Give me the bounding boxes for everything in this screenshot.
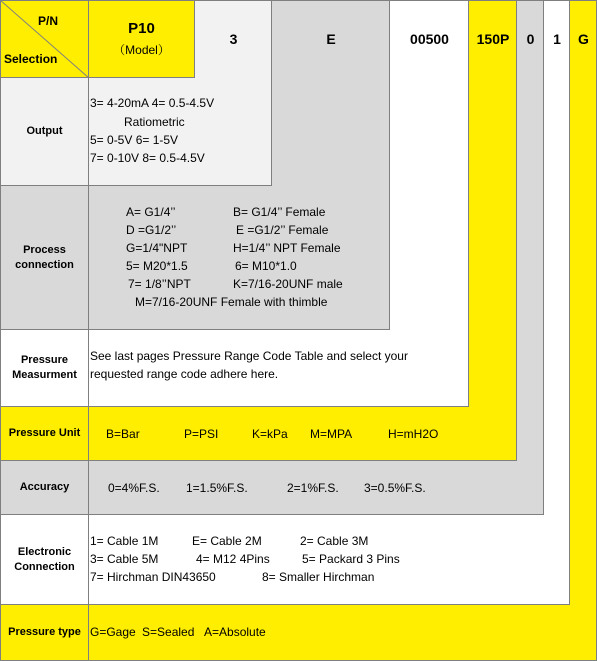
unit-option-psi: P=PSI [184,427,219,441]
pn-label: P/N [38,14,59,28]
type-option-gage: G=Gage [90,625,136,639]
accuracy-option-1: 1=1.5%F.S. [186,481,248,495]
pressure-label-cell [0,329,89,407]
unit-label: Pressure Unit [8,427,81,439]
process-left-3: G=1/4"NPT [126,241,188,255]
process-left-1: A= G1/4’’ [126,205,176,219]
accuracy-option-0: 0=4%F.S. [108,481,160,495]
electronic-r3-b: 8= Smaller Hirchman [262,570,375,584]
code-unit: 150P [476,31,510,47]
accuracy-label: Accuracy [19,481,70,493]
output-line-1: 3= 4-20mA 4= 0.5-4.5V [90,96,215,110]
pressure-label-2: Measurment [12,369,77,381]
unit-option-mpa: M=MPA [310,427,353,441]
process-label-1: Process [23,243,66,256]
code-electronic: 1 [553,31,561,47]
process-left-4: 5= M20*1.5 [126,259,188,273]
pressure-label-1: Pressure [20,354,69,366]
process-right-1: B= G1/4’’ Female [233,205,326,219]
electronic-label-cell [0,514,89,605]
output-line-2: Ratiometric [124,115,185,129]
process-label-2: connection [15,258,74,271]
accuracy-option-3: 3=0.5%F.S. [364,481,426,495]
process-right-2: E =G1/2’’ Female [236,223,329,237]
type-label-cell [0,604,89,661]
electronic-label-2: Connection [14,560,75,573]
model-code: P10 [128,20,155,37]
process-label-cell [0,185,89,330]
electronic-r2-b: 4= M12 4Pins [196,552,270,566]
output-label-cell [0,77,89,186]
process-right-5: K=7/16-20UNF male [233,277,343,291]
accuracy-label-cell [0,460,89,515]
process-left-5: 7= 1/8’’NPT [128,277,191,291]
code-type: G [578,31,589,47]
electronic-r2-c: 5= Packard 3 Pins [302,552,400,566]
code-output: 3 [229,31,238,47]
model-cell [88,0,195,78]
unit-option-mh2o: H=mH2O [388,427,439,441]
output-line-4: 7= 0-10V 8= 0.5-4.5V [90,151,205,165]
selection-label: Selection [4,52,58,66]
process-right-4: 6= M10*1.0 [235,259,297,273]
electronic-label-1: Electronic [17,545,72,558]
pressure-line-1: See last pages Pressure Range Code Table and select your [90,349,408,363]
electronic-r1-c: 2= Cable 3M [300,534,369,548]
unit-option-bar: B=Bar [106,427,140,441]
output-line-3: 5= 0-5V 6= 1-5V [90,133,179,147]
electronic-r3-a: 7= Hirchman DIN43650 [90,570,216,584]
unit-label-cell [0,406,89,461]
process-last: M=7/16-20UNF Female with thimble [135,295,328,309]
model-caption: （Model） [113,43,170,57]
accuracy-option-2: 2=1%F.S. [287,481,339,495]
output-label: Output [26,125,63,137]
process-left-2: D =G1/2’’ [126,223,177,237]
divider-pressure-top [0,329,390,330]
process-right-3: H=1/4’’ NPT Female [233,241,341,255]
code-process: E [326,31,336,47]
type-option-absolute: A=Absolute [204,625,266,639]
diagonal-divider [0,0,89,78]
type-label: Pressure type [8,626,81,638]
electronic-r1-b: E= Cable 2M [192,534,262,548]
code-pressure: 00500 [410,31,449,47]
code-accuracy: 0 [526,31,535,47]
unit-option-kpa: K=kPa [252,427,288,441]
electronic-r2-a: 3= Cable 5M [90,552,159,566]
electronic-r1-a: 1= Cable 1M [90,534,159,548]
pressure-line-2: requested range code adhere here. [90,367,279,381]
type-option-sealed: S=Sealed [142,625,195,639]
